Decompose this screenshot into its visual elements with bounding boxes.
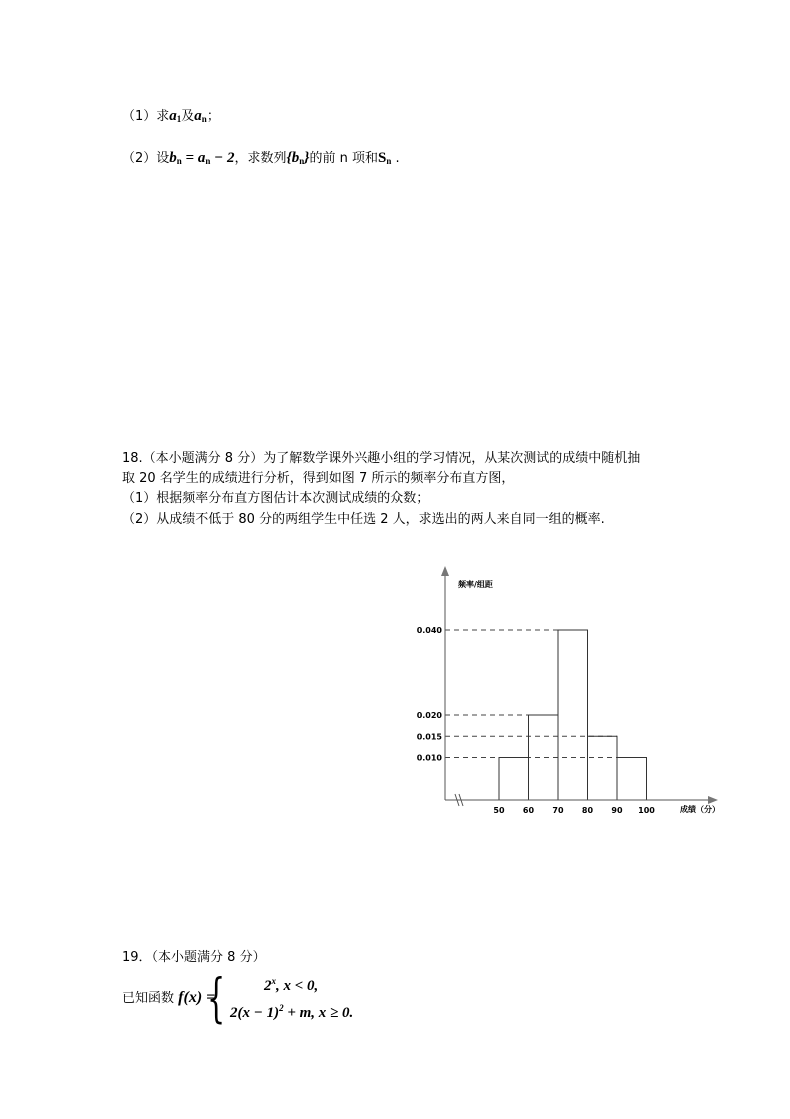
an-symbol: $a_n$ <box>194 108 207 124</box>
y-tick-0.040: 0.040 <box>416 626 442 635</box>
q18-line1: 18.（本小题满分 8 分）为了解数学课外兴趣小组的学习情况，从某次测试的成绩中随机抽 <box>122 451 641 466</box>
piecewise-brace: { <box>207 969 226 1029</box>
q17-part2-prefix: （2）设 <box>122 151 170 166</box>
q17-part1-prefix: （1）求 <box>122 109 170 124</box>
histogram-bar-90-100 <box>617 758 647 801</box>
x-tick-80: 80 <box>581 806 594 815</box>
q19-line1: 19．（本小题满分 8 分） <box>122 950 266 965</box>
piecewise-case-1: 2$^x$, x < 0, <box>264 976 319 994</box>
x-tick-70: 70 <box>552 806 564 815</box>
y-tick-0.015: 0.015 <box>416 732 442 742</box>
q18-line4: （2）从成绩不低于 80 分的两组学生中任选 2 人，求选出的两人来自同一组的概率. <box>122 512 605 527</box>
x-axis-label: 成绩（分） <box>680 805 720 814</box>
q18-line3: （1）根据频率分布直方图估计本次测试成绩的众数； <box>122 491 430 506</box>
q17-part2 <box>122 148 400 171</box>
frequency-histogram <box>400 560 730 830</box>
q17-part2-tail: 的前 n 项和 <box>309 151 378 166</box>
x-tick-50: 50 <box>493 806 505 815</box>
y-tick-0.010: 0.010 <box>416 753 442 763</box>
histogram-bar-50-60 <box>499 758 529 801</box>
y-axis-arrow <box>441 566 449 576</box>
fx-label: f(x) = <box>178 989 216 1006</box>
q19-lead-text: 已知函数 <box>122 991 175 1006</box>
q18-line2: 取 20 名学生的成绩进行分析，得到如图 7 所示的频率分布直方图， <box>122 471 515 486</box>
y-tick-0.020: 0.020 <box>416 711 442 720</box>
q17-part1 <box>122 106 220 129</box>
q17-part1-end: ； <box>206 109 220 124</box>
x-tick-90: 90 <box>611 806 623 815</box>
bn-sequence: $\{b_n\}$ <box>286 150 310 166</box>
q17-part2-mid: ，求数列 <box>234 151 287 166</box>
histogram-bar-80-90 <box>588 736 618 800</box>
bn-formula: $b_n = a_n - 2$ <box>169 150 235 166</box>
histogram-bar-70-80 <box>558 630 588 800</box>
x-tick-60: 60 <box>522 806 535 815</box>
piecewise-case-2: $2(x - 1)^2 + m$, x ≥ 0. <box>230 1003 354 1021</box>
x-tick-100: 100 <box>638 806 655 815</box>
y-axis-label: 频率/组距 <box>458 580 493 589</box>
q19-lead <box>122 988 215 1009</box>
q17-part2-end: . <box>391 151 400 166</box>
a1-symbol: $a_1$ <box>169 108 182 124</box>
x-axis-arrow <box>708 796 718 804</box>
q17-part1-mid: 及 <box>181 109 195 124</box>
sn-symbol: $S_n$ <box>377 150 392 166</box>
